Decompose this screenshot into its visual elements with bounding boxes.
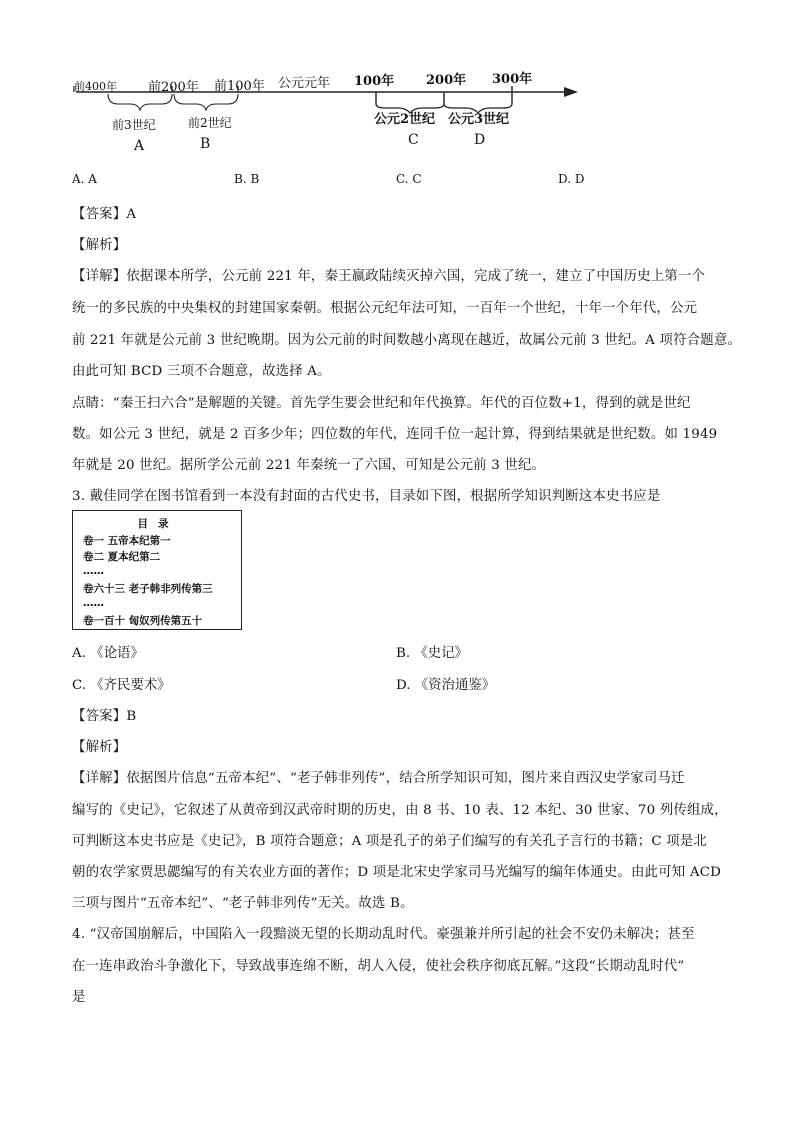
toc-row: 卷六十三 老子韩非列传第三 — [83, 583, 213, 595]
q3-option-d: D. 《资治通鉴》 — [396, 678, 496, 693]
q2-analysis-line: 由此可知 BCD 三项不合题意，故选择 A。 — [72, 364, 331, 379]
toc-row: 卷一 五帝本纪第一 — [83, 535, 171, 547]
timeline-tick-label: 100年 — [354, 74, 395, 89]
timeline-segment-letter: C — [408, 132, 419, 148]
q2-option-c: C. C — [396, 172, 422, 186]
timeline-segment-label: 前2世纪 — [188, 116, 232, 130]
brace-a — [108, 94, 172, 110]
q2-analysis-line: 【详解】依据课本所学，公元前 221 年，秦王嬴政陆续灭掉六国，完成了统一，建立了中国历史上第一个 — [72, 269, 706, 284]
q2-note-line: 年就是 20 世纪。据所学公元前 221 年秦统一了六国，可知是公元前 3 世纪。 — [72, 458, 546, 473]
q3-option-b: B. 《史记》 — [396, 646, 468, 661]
timeline-segment-letter: B — [200, 136, 211, 152]
q2-option-d: D. D — [558, 172, 585, 186]
q2-note-line: 数。如公元 3 世纪，就是 2 百多少年；四位数的年代，连同千位一起计算，得到结果就是世纪数。如 1949 — [72, 427, 718, 442]
q2-analysis-line: 前 221 年就是公元前 3 世纪晚期。因为公元前的时间数越小离现在越近，故属公元前 3 世纪。A 项符合题意。 — [72, 333, 742, 348]
q3-answer: 【答案】B — [72, 709, 137, 724]
q2-option-a: A. A — [72, 172, 97, 186]
q3-analysis-line: 【详解】依据图片信息“五帝本纪”、“老子韩非列传”，结合所学知识可知，图片来自西汉史学家司马迁 — [72, 771, 685, 786]
q4-stem-line: 是 — [72, 990, 86, 1005]
q3-stem: 3. 戴佳同学在图书馆看到一本没有封面的古代史书，目录如下图，根据所学知识判断这本史书应是 — [72, 489, 661, 504]
timeline-segment-label: 前3世纪 — [112, 118, 156, 132]
timeline-tick-label: 前400年 — [74, 80, 117, 93]
timeline-arrowhead — [564, 87, 578, 97]
q3-option-a: A. 《论语》 — [72, 646, 144, 661]
timeline-figure — [72, 64, 592, 160]
q3-option-c: C. 《齐民要术》 — [72, 678, 171, 693]
timeline-segment-label: 公元2世纪 — [374, 112, 436, 127]
q3-analysis-line: 三项与图片“五帝本纪”、“老子韩非列传”无关。故选 B。 — [72, 896, 414, 911]
toc-row: …… — [83, 565, 104, 577]
q2-answer: 【答案】A — [72, 207, 137, 222]
q2-note-line: 点睛：“秦王扫六合”是解题的关键。首先学生要会世纪和年代换算。年代的百位数+1，得到的就是世纪 — [72, 396, 691, 411]
q4-stem-line: 4. “汉帝国崩解后，中国陷入一段黯淡无望的长期动乱时代。豪强兼并所引起的社会不安仍未解决；甚至 — [72, 927, 695, 942]
q2-option-b: B. B — [234, 172, 260, 186]
toc-row: 卷二 夏本纪第二 — [83, 551, 161, 563]
timeline-tick-label: 200年 — [426, 73, 467, 88]
q3-analysis-heading: 【解析】 — [72, 740, 127, 755]
q2-analysis-heading: 【解析】 — [72, 238, 127, 253]
brace-b — [174, 94, 238, 110]
timeline-segment-label: 公元3世纪 — [448, 112, 510, 127]
timeline-tick-label: 前200年 — [148, 80, 199, 95]
timeline-tick-label: 公元元年 — [278, 76, 331, 91]
q3-analysis-line: 可判断这本史书应是《史记》，B 项符合题意；A 项是孔子的弟子们编写的有关孔子言行的书籍；C 项是北 — [72, 834, 708, 849]
q4-stem-line: 在一连串政治斗争激化下，导致战事连绵不断，胡人入侵，使社会秩序彻底瓦解。”这段“长期动乱时代” — [72, 959, 685, 974]
toc-title: 目录 — [137, 518, 179, 530]
timeline-segment-letter: A — [134, 138, 145, 154]
timeline-tick-label: 300年 — [492, 72, 533, 87]
q3-analysis-line: 编写的《史记》，它叙述了从黄帝到汉武帝时期的历史，由 8 书、10 表、12 本纪、30 世家、70 列传组成， — [72, 803, 728, 818]
q3-table-of-contents — [72, 510, 242, 630]
q2-analysis-line: 统一的多民族的中央集权的封建国家秦朝。根据公元纪年法可知，一百年一个世纪，十年一个年代，公元 — [72, 301, 698, 316]
toc-row: …… — [83, 597, 104, 609]
timeline-segment-letter: D — [474, 132, 486, 148]
timeline-tick-label: 前100年 — [214, 79, 265, 94]
toc-row: 卷一百十 匈奴列传第五十 — [83, 615, 203, 627]
q3-analysis-line: 朝的农学家贾思勰编写的有关农业方面的著作；D 项是北宋史学家司马光编写的编年体通史。由此可知 ACD — [72, 865, 722, 880]
